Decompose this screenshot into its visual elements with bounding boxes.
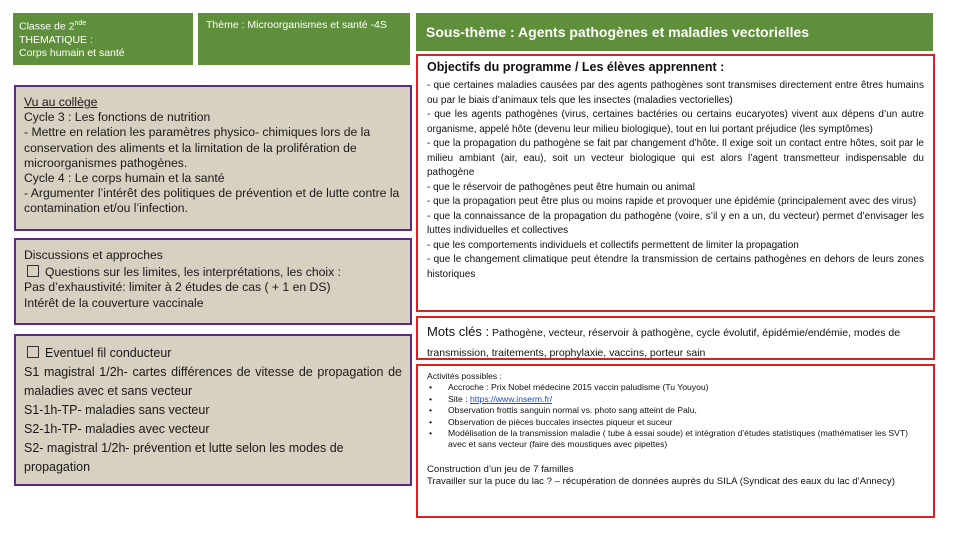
list-item: • Observation de pièces buccales insectes piqueur et suceur [427,417,924,428]
activities-list [427,382,924,450]
activities-box [416,364,935,518]
prior-line: - Argumenter l’intérêt des politiques de prévention et de lutte contre la contamination et/ou l’infection. [24,186,400,216]
subtheme-title: Sous-thème : Agents pathogènes et maladies vectorielles [426,24,810,40]
activities-title: Activités possibles : [427,371,502,381]
thematique-label: THEMATIQUE : [19,33,93,46]
objective-line: - que la connaissance de la propagation du pathogène (voire, s’il y en a un, du vecteur) permet d’envisager les luttes individuelles et collectives [427,210,924,236]
prior-line: Cycle 4 : Le corps humain et la santé [24,171,225,186]
thread-title: Eventuel fil conducteur [24,344,402,363]
prior-line: - Mettre en relation les paramètres physico- chimiques lors de la conservation des aliments et la limitation de la prolifération de microorganismes pathogènes. [24,125,371,170]
objective-line: - que la propagation peut être plus ou moins rapide et provoquer une épidémie (principalement avec des virus) [427,196,917,207]
objective-line: - que les comportements individuels et collectifs permettent de limiter la propagation [427,239,799,251]
thread-line: S2-1h-TP- maladies avec vecteur [24,422,210,436]
objective-line: - que le changement climatique peut étendre la transmission de certains pathogènes en dehors de leurs zones historiques [427,254,924,280]
thread-line: S1-1h-TP- maladies sans vecteur [24,403,210,417]
objectives-box [416,54,935,312]
subtheme-header [416,13,933,51]
discussions-box [14,238,412,325]
keywords-text: Pathogène, vecteur, réservoir à pathogène, cycle évolutif, épidémie/endémie, modes de transmission, traitements, prophylaxie, vaccins, porteur sain [427,327,901,359]
thread-line: S1 magistral 1/2h- cartes différences de vitesse de propagation de maladies avec et sans vecteur [24,365,402,398]
objective-line: - que certaines maladies causées par des agents pathogènes sont transmises directement entre êtres humains ou par le biais d’animaux tels que les insectes (maladies vectorielles) [427,80,924,106]
prior-title: Vu au collège [24,95,98,109]
keywords-box [416,316,935,360]
extra-activities [427,464,924,488]
list-item: • Site : https://www.inserm.fr/ [427,394,924,405]
class-header [13,13,193,65]
inserm-link[interactable]: https://www.inserm.fr/ [469,393,553,404]
construction-line: Construction d’un jeu de 7 familles [427,463,574,475]
discussion-line: Pas d’exhaustivité: limiter à 2 études de cas ( + 1 en DS) [24,280,331,295]
thread-line: S2- magistral 1/2h- prévention et lutte selon les modes de propagation [24,441,344,474]
discussions-title: Discussions et approches [24,248,163,262]
prior-line: Cycle 3 : Les fonctions de nutrition [24,110,211,125]
list-item: • Observation frottis sanguin normal vs. photo sang atteint de Palu, [427,405,924,416]
questions-item: Questions sur les limites, les interprétations, les choix : [24,265,402,280]
theme-header [198,13,410,65]
guiding-thread-box [14,334,412,486]
keywords-label: Mots clés : [427,324,490,339]
theme-title: Thème : Microorganismes et santé -4S [206,19,387,31]
thematique-domain: Corps humain et santé [19,46,125,59]
checkbox-icon [27,265,39,277]
checkbox-icon [27,346,39,358]
discussion-line: Intérêt de la couverture vaccinale [24,295,204,310]
objectives-title: Objectifs du programme / Les élèves apprennent : [427,60,725,74]
list-item: • Modélisation de la transmission maladie ( tube à essai soude) et intégration d’études statistiques (mathématiser les SVT) avec et sans vecteur (faire des moustiques avec pipettes) [427,428,924,451]
lake-line: Travailler sur la puce du lac ? – récupération de données auprès du SILA (Syndicat des eaux du lac d’Annecy) [427,475,895,487]
prior-knowledge-box [14,85,412,231]
objective-line: - que le réservoir de pathogènes peut être humain ou animal [427,181,695,193]
objective-line: - que les agents pathogènes (virus, certaines bactéries ou certains eucaryotes) vivent aux dépens d’un autre organisme, appelé hôte (devenu leur milieu biologique), tout en lui portant préjudice (les symptômes) [427,109,924,135]
class-level: Classe de 2nde [19,20,87,33]
objective-line: - que la propagation du pathogène se fait par changement d’hôte. Il exige soit un contact entre hôtes, soit par le milieu ambiant (air, eau), soit un vecteur biologique qui est alors l’agent transmetteur indispensable du pathogène [427,138,924,178]
list-item: • Accroche : Prix Nobel médecine 2015 vaccin paludisme (Tu Youyou) [427,382,924,393]
